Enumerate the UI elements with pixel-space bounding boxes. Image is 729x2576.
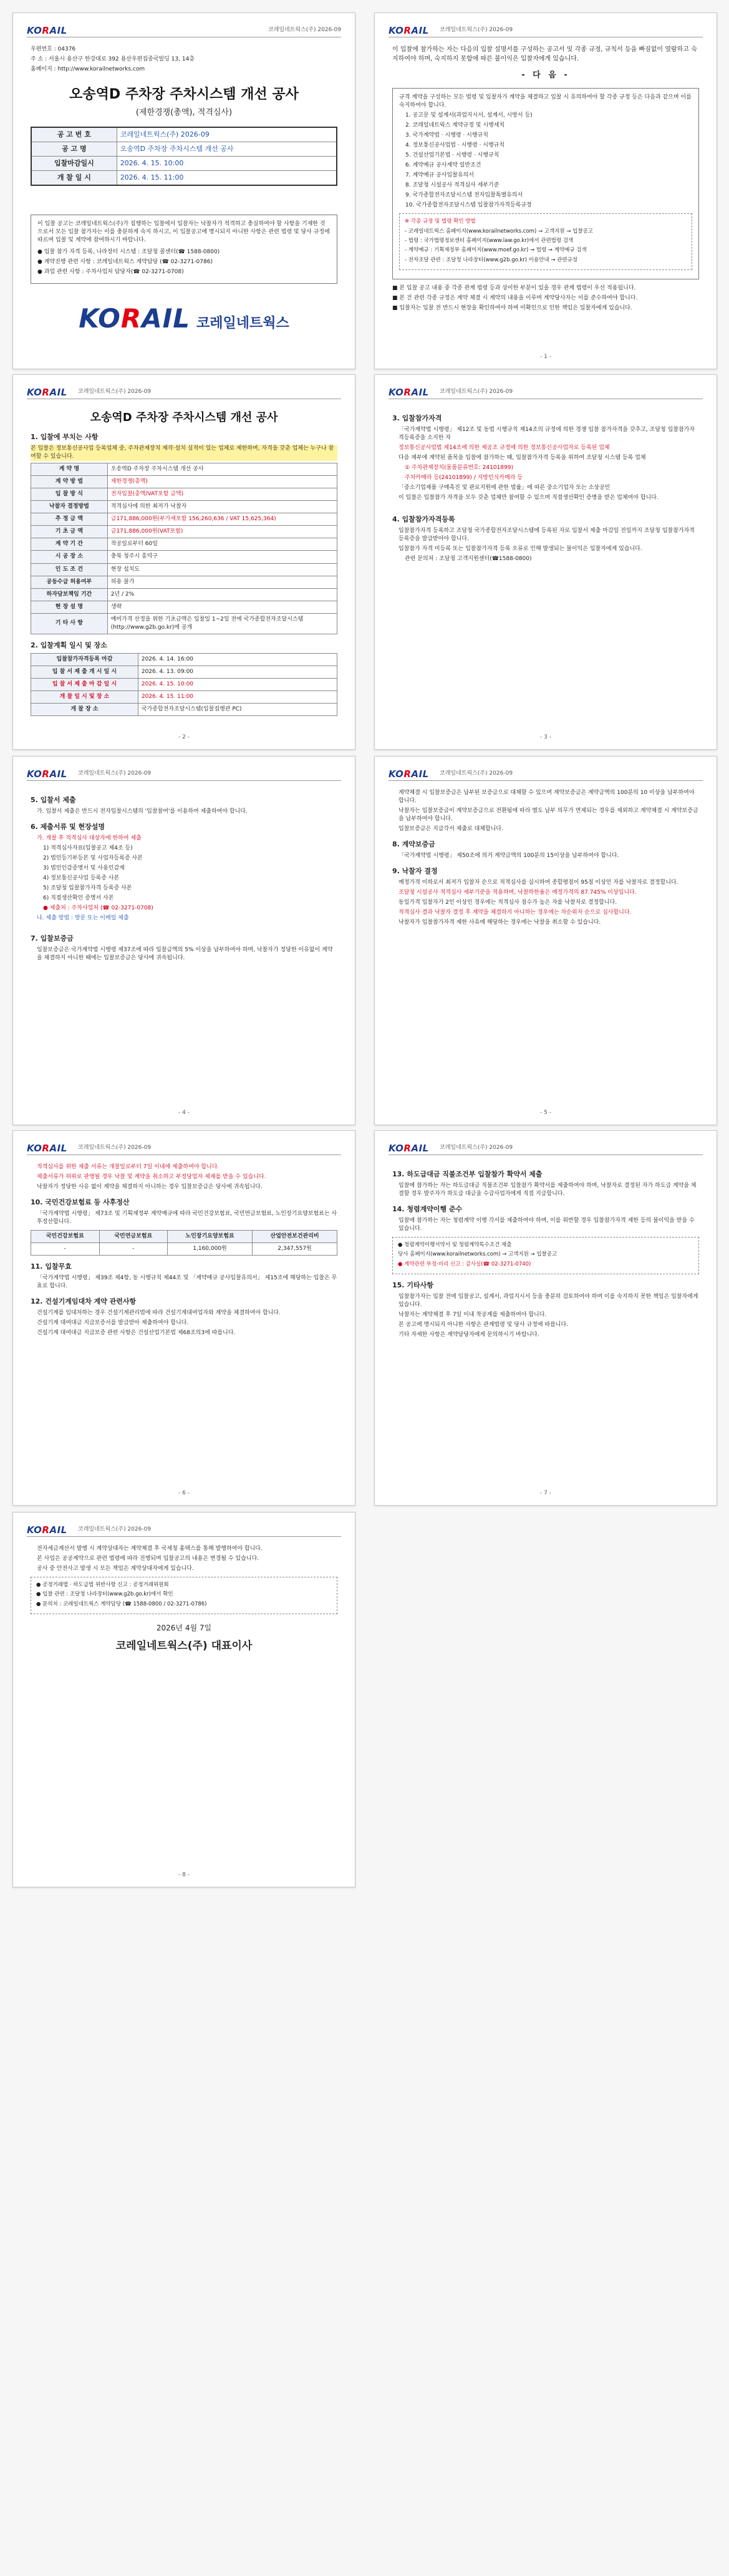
section-divider: - 다 음 - xyxy=(521,70,570,80)
document-page: KORAIL 코레일네트웍스(주) 2026-09 13. 하도급대금 직불조건부 입찰참가 확약서 제출 입찰에 참가하는 자는 하도급대금 직불조건부 입찰참가 확약서를 제출하여야 하며, 낙찰자로 결정된 자가 하도급 계약을 체결할 경우 발주자가 하도급 대금을 수급사업자에게 직접 지급합니다. 14. 청렴계약이행 준수 입찰에 참가하는 자는 청렴계약 이행 각서를 제출하여야 하며, 이를 위반할 경우 입찰참가자격 제한 등의 불이익을 받을 수 있습니다. ● 청렴계약이행서약서 및 청렴계약특수조건 제출 당사 홈페이지(www.korailnetworks.com) → 고객지원 → 입찰공고 ● 계약관련 부정·비리 신고 : 감사실(☎ 02-3271-0740) 15. 기타사항 입찰참가자는 입찰 전에 입찰공고, 설계서, 과업지시서 등을 충분히 검토하여야 하며 이를 숙지하지 못한 책임은 입찰자에게 있습니다. 낙찰자는 계약체결 후 7일 이내 착공계를 제출하여야 합니다. 본 공고에 명시되지 아니한 사항은 관계법령 및 당사 규정에 따릅니다. 기타 자세한 사항은 계약담당자에게 문의하시기 바랍니다. - 7 - xyxy=(374,1130,717,1506)
contact-box: ● 공정거래법 · 하도급법 위반사항 신고 : 공정거래위원회 ● 입찰 관련 : 조달청 나라장터(www.g2b.go.kr)에서 확인 ● 문의처 : 코레일네트웍스 계약담당 (☎ 1588-0800 / 02-3271-0786) xyxy=(31,1577,337,1614)
document-page: KORAIL 코레일네트웍스(주) 2026-09 5. 입찰서 제출 가. 입찰서 제출은 반드시 전자입찰시스템의 '입찰참여'를 이용하여 제출하여야 합니다. 6. 제출서류 및 현장설명 가. 개찰 후 적격심사 대상자에 한하여 제출 1) 적격심사자료(입찰공고 제4조 등) 2) 법인등기부등본 및 사업자등록증 사본 3) 법인인감증명서 및 사용인감계 4) 정보통신공사업 등록증 사본 5) 조달청 입찰참가자격 등록증 사본 6) 직접생산확인 증명서 사본 ● 제출처 : 주차사업처 (☎ 02-3271-0708) 나. 제출 방법 : 방문 또는 이메일 제출 7. 입찰보증금 입찰보증금은 국가계약법 시행령 제37조에 따라 입찰금액의 5% 이상을 납부하여야 하며, 낙찰자가 정당한 이유없이 계약을 체결하지 아니한 때에는 입찰보증금은 당사에 귀속됩니다. - 4 - xyxy=(12,756,355,1125)
korail-logo: KORAIL xyxy=(389,387,429,398)
integrity-box: ● 청렴계약이행서약서 및 청렴계약특수조건 제출 당사 홈페이지(www.korailnetworks.com) → 고객지원 → 입찰공고 ● 계약관련 부정·비리 신고 : 감사실(☎ 02-3271-0740) xyxy=(392,1237,699,1274)
section-heading: 8. 계약보증금 xyxy=(392,840,435,849)
korail-logo: KORAIL xyxy=(27,1143,67,1154)
document-page: KORAIL 코레일네트웍스(주) 2026-09 이 입찰에 참가하는 자는 다음의 입찰 설명서를 구성하는 공고서 및 각종 규정, 규칙서 등을 빠짐없이 열람하고 숙지하여야 하며, 숙지하지 못함에 따른 불이익은 입찰자에게 있습니다. - 다 음 - 규격 계약을 구성하는 모든 법령 및 입찰자가 계약을 체결하고 입찰 시 유의하여야 할 각종 규정 등은 다음과 같으며 이를 숙지하여야 합니다. 1. 공고문 및 설계서(과업지시서, 설계서, 시방서 등) 2. 코레일네트웍스 계약규정 및 시행세칙 3. 국가계약법 · 시행령 · 시행규칙 4. 정보통신공사업법 · 시행령 · 시행규칙 5. 건설산업기본법 · 시행령 · 시행규칙 6. 계약예규 공사계약 일반조건 7. 계약예규 공사입찰유의서 8. 조달청 시설공사 적격심사 세부기준 9. 국가종합전자조달시스템 전자입찰특별유의서 10. 국가종합전자조달시스템 입찰참가자격등록규정 ※ 각종 규정 및 법령 확인 방법 - 코레일네트웍스 홈페이지(www.korailnetworks.com) → 고객지원 → 입찰공고 - 법령 : 국가법령정보센터 홈페이지(www.law.go.kr)에서 관련법령 검색 - 계약예규 : 기획재정부 홈페이지(www.moef.go.kr) → 법령 → 계약예규 검색 - 전자조달 관련 : 조달청 나라장터(www.g2b.go.kr) 이용안내 → 관련규정 ■ 본 입찰 공고 내용 중 각종 관계 법령 등과 상이한 부분이 있을 경우 관계 법령이 우선 적용됩니다. ■ 본 건 관련 각종 규정은 계약 체결 시 계약의 내용을 이루며 계약당사자는 이를 준수하여야 합니다. ■ 입찰자는 입찰 전 반드시 현장을 확인하여야 하며 미확인으로 인한 책임은 입찰자에게 있습니다. - 1 - xyxy=(374,12,717,369)
issue-date: 2026년 4월 7일 xyxy=(156,1624,212,1633)
page-number: - 1 - xyxy=(540,353,551,360)
schedule-table: 입찰참가자격등록 마감 2026. 4. 14. 16:00 입 찰 서 제 출 개 시 일 시 2026. 4. 13. 09:00 입 찰 서 제 출 마 감 일 시 2026. 4. 15. 10:00 개 찰 일 시 및 장 소 2026. 4. 15. 11:00 개 찰 장 소 국가종합전자조달시스템(입찰집행관 PC) xyxy=(31,653,337,716)
section-heading: 5. 입찰서 제출 xyxy=(31,796,76,804)
law-list-box: 규격 계약을 구성하는 모든 법령 및 입찰자가 계약을 체결하고 입찰 시 유의하여야 할 각종 규정 등은 다음과 같으며 이를 숙지하여야 합니다. 1. 공고문 및 설계서(과업지시서, 설계서, 시방서 등) 2. 코레일네트웍스 계약규정 및 시행세칙 3. 국가계약법 · 시행령 · 시행규칙 4. 정보통신공사업법 · 시행령 · 시행규칙 5. 건설산업기본법 · 시행령 · 시행규칙 6. 계약예규 공사계약 일반조건 7. 계약예규 공사입찰유의서 8. 조달청 시설공사 적격심사 세부기준 9. 국가종합전자조달시스템 전자입찰특별유의서 10. 국가종합전자조달시스템 입찰참가자격등록규정 ※ 각종 규정 및 법령 확인 방법 - 코레일네트웍스 홈페이지(www.korailnetworks.com) → 고객지원 → 입찰공고 - 법령 : 국가법령정보센터 홈페이지(www.law.go.kr)에서 관련법령 검색 - 계약예규 : 기획재정부 홈페이지(www.moef.go.kr) → 법령 → 계약예규 검색 - 전자조달 관련 : 조달청 나라장터(www.g2b.go.kr) 이용안내 → 관련규정 xyxy=(392,88,699,279)
section-heading: 7. 입찰보증금 xyxy=(31,934,74,943)
page-header: KORAIL 코레일네트웍스(주) 2026-09 xyxy=(27,385,341,399)
section-heading: 3. 입찰참가자격 xyxy=(392,414,442,422)
postal-code: 우편번호 : 04376 xyxy=(31,46,76,52)
page-number: - 2 - xyxy=(178,734,190,740)
korail-logo: KORAIL xyxy=(389,25,429,36)
notice-box: 이 입찰 공고는 코레일네트웍스(주)가 집행하는 입찰에서 입찰자는 낙찰자가 적격하고 충실하여야 할 사항을 기재한 것으로서 모든 입찰 참가자는 이를 충분하게 숙지 하시고, 이 입찰공고에 명시되지 아니한 사항은 관련 법령 및 당사 규정에 따르며 입찰 및 계약에 참여하시기 바랍니다. ● 입찰 참가 자격 등록, 나라장터 시스템 : 조달청 콜센터(☎ 1588-0800) ● 계약진행 관련 사항 : 코레일네트웍스 계약담당 (☎ 02-3271-0786) ● 과업 관련 사항 : 주차사업처 담당자(☎ 02-3271-0708) xyxy=(31,215,337,284)
document-page: KORAIL 코레일네트웍스(주) 2026-09 계약체결 시 입찰보증금은 납부된 보증금으로 대체할 수 있으며 계약보증금은 계약금액의 100분의 10 이상을 납부하여야 합니다. 낙찰자는 입찰보증금이 계약보증금으로 전환됨에 따라 별도 납부 의무가 면제되는 경우를 제외하고 계약체결 시 계약보증금을 납부하여야 합니다. 입찰보증금은 지급각서 제출로 대체합니다. 8. 계약보증금 「국가계약법 시행령」 제50조에 의거 계약금액의 100분의 15이상을 납부하여야 합니다. 9. 낙찰자 결정 예정가격 이하로서 최저가 입찰자 순으로 적격심사를 실시하여 종합평점이 95점 이상인 자를 낙찰자로 결정합니다. 조달청 시설공사 적격심사 세부기준을 적용하며, 낙찰하한율은 예정가격의 87.745% 이상입니다. 동일가격 입찰자가 2인 이상인 경우에는 적격심사 점수가 높은 자를 낙찰자로 결정합니다. 적격심사 결과 낙찰자 결정 후 계약을 체결하지 아니하는 경우에는 차순위자 순으로 심사합니다. 낙찰자가 입찰참가자격 제한 사유에 해당하는 경우에는 낙찰을 취소할 수 있습니다. - 5 - xyxy=(374,756,717,1125)
korail-logo: KORAIL xyxy=(27,387,67,398)
page-header: KORAIL 코레일네트웍스(주) 2026-09 xyxy=(27,1141,341,1155)
section-title: 오송역D 주차장 주차시스템 개선 공사 xyxy=(90,411,278,424)
section-heading: 11. 입찰무효 xyxy=(31,1262,72,1271)
document-page xyxy=(12,12,355,369)
document-page: KORAIL 코레일네트웍스(주) 2026-09 적격심사를 위한 제출 서류는 개찰일로부터 7일 이내에 제출하여야 합니다. 제출서류가 허위로 판명될 경우 낙찰 및 계약을 취소하고 부정당업자 제재를 받을 수 있습니다. 낙찰자가 정당한 사유 없이 계약을 체결하지 아니하는 경우 입찰보증금은 당사에 귀속됩니다. 10. 국민건강보험료 등 사후정산 「국가계약법 시행령」 제73조 및 기획재정부 계약예규에 따라 국민건강보험료, 국민연금보험료, 노인장기요양보험료는 사후정산합니다. 국민건강보험료 국민연금보험료 노인장기요양보험료 산업안전보건관리비 - - 1,160,000원 2,347,557원 11. 입찰무효 「국가계약법 시행령」 제39조 제4항, 동 시행규칙 제44조 및 「계약예규 공사입찰유의서」 제15조에 해당하는 입찰은 무효로 합니다. 12. 건설기계임대차 계약 관련사항 건설기계를 임대차하는 경우 건설기계관리법에 따라 건설기계대여업자와 계약을 체결하여야 합니다. 건설기계 대여대금 지급보증서를 발급받아 제출하여야 합니다. 건설기계 대여대금 지급보증 관련 사항은 건설산업기본법 제68조의3에 따릅니다. - 6 - xyxy=(12,1130,355,1506)
section-heading: 1. 입찰에 부치는 사항 xyxy=(31,433,99,442)
page-number: - 7 - xyxy=(540,1489,551,1496)
notice-subtitle: (제한경쟁(총액), 적격심사) xyxy=(135,108,233,118)
notice-number: 코레일네트웍스(주) 2026-09 xyxy=(268,27,341,33)
bid-details-table: 계 약 명 오송역D 주차장 주차시스템 개선 공사 계 약 방 법 제한경쟁(총액) 입 찰 방 식 전자입찰(총액/VAT포함 금액) 낙찰자 결정방법 적격심사에 의한 최저가 낙찰자 추 정 금 액 금171,886,000원(부가세포함 156,260,636 / VAT 15,625,364) 기 초 금 액 금171,886,000원(VAT포함) 계 약 기 간 착공일로부터 60일 시 공 장 소 충북 청주시 흥덕구 인 도 조 건 현장 설치도 공동수급 허용여부 허용 불가 하자담보책임 기간 2년 / 2% 현 장 설 명 생략 기 타 사 항 예비가격 산정을 위한 기초금액은 입찰일 1~2일 전에 국가종합전자조달시스템(http://www.g2b.go.kr)에 공개 xyxy=(31,463,337,634)
korail-logo: KORAIL xyxy=(27,25,67,36)
page-header: KORAIL 코레일네트웍스(주) 2026-09 xyxy=(389,1141,703,1155)
section-heading: 12. 건설기계임대차 계약 관련사항 xyxy=(31,1297,137,1306)
page-number: - 3 - xyxy=(540,734,551,740)
summary-table: 공 고 번 호 코레일네트웍스(주) 2026-09 공 고 명 오송역D 주차장 주차시스템 개선 공사 입찰마감일시 2026. 4. 15. 10:00 개 찰 일 시 2026. 4. 15. 11:00 xyxy=(31,127,337,186)
section-heading: 15. 기타사항 xyxy=(392,1281,433,1289)
document-page: KORAIL 코레일네트웍스(주) 2026-09 전자세금계산서 발행 시 계약상대자는 계약체결 후 국세청 홈택스를 통해 발행하여야 합니다. 본 사업은 공공계약으로 관련 법령에 따라 진행되며 입찰공고의 내용은 변경될 수 있습니다. 공사 중 안전사고 발생 시 모든 책임은 계약상대자에게 있습니다. ● 공정거래법 · 하도급법 위반사항 신고 : 공정거래위원회 ● 입찰 관련 : 조달청 나라장터(www.g2b.go.kr)에서 확인 ● 문의처 : 코레일네트웍스 계약담당 (☎ 1588-0800 / 02-3271-0786) 2026년 4월 7일 코레일네트웍스(주) 대표이사 - 8 - xyxy=(12,1512,355,1887)
notice-title: 오송역D 주차장 주차시스템 개선 공사 xyxy=(69,87,299,103)
reference-box: ※ 각종 규정 및 법령 확인 방법 - 코레일네트웍스 홈페이지(www.korailnetworks.com) → 고객지원 → 입찰공고 - 법령 : 국가법령정보센터 홈페이지(www.law.go.kr)에서 관련법령 검색 - 계약예규 : 기획재정부 홈페이지(www.moef.go.kr) → 법령 → 계약예규 검색 - 전자조달 관련 : 조달청 나라장터(www.g2b.go.kr) 이용안내 → 관련규정 xyxy=(399,213,692,270)
page-header: KORAIL 코레일네트웍스(주) 2026-09 xyxy=(389,385,703,399)
company-logo-large: KORAIL 코레일네트웍스 xyxy=(79,303,289,334)
page-number: - 6 - xyxy=(178,1489,190,1496)
insurance-table: 국민건강보험료 국민연금보험료 노인장기요양보험료 산업안전보건관리비 - - 1,160,000원 2,347,557원 xyxy=(31,1230,337,1256)
header-text: 코레일네트웍스(주) 2026-09 xyxy=(440,27,513,33)
page-header xyxy=(389,23,703,37)
signer-name: 코레일네트웍스(주) 대표이사 xyxy=(115,1640,253,1653)
korail-logo: KORAIL xyxy=(389,768,429,780)
korail-logo: KORAIL xyxy=(389,1143,429,1154)
page-number: - 4 - xyxy=(178,1109,190,1116)
section-heading: 14. 청렴계약이행 준수 xyxy=(392,1205,463,1214)
page-header: KORAIL 코레일네트웍스(주) 2026-09 xyxy=(389,767,703,781)
page-header xyxy=(27,23,341,37)
page-header: KORAIL 코레일네트웍스(주) 2026-09 xyxy=(27,1523,341,1537)
page-header: KORAIL 코레일네트웍스(주) 2026-09 xyxy=(27,767,341,781)
section-heading: 4. 입찰참가자격등록 xyxy=(392,515,455,524)
page-number: - 8 - xyxy=(178,1871,190,1878)
page-number: - 5 - xyxy=(540,1109,551,1116)
section-heading: 9. 낙찰자 결정 xyxy=(392,867,438,876)
address: 주 소 : 서울시 용산구 한강대로 392 용산우편집중국빌딩 13, 14층 xyxy=(31,56,195,63)
section-heading: 10. 국민건강보험료 등 사후정산 xyxy=(31,1198,130,1207)
homepage: 홈페이지 : http://www.korailnetworks.com xyxy=(31,66,145,73)
korail-logo: KORAIL xyxy=(27,768,67,780)
section-heading: 13. 하도급대금 직불조건부 입찰참가 확약서 제출 xyxy=(392,1170,543,1178)
section-heading: 2. 입찰계획 일시 및 장소 xyxy=(31,641,107,649)
section-heading: 6. 제출서류 및 현장설명 xyxy=(31,822,105,831)
document-page: KORAIL 코레일네트웍스(주) 2026-09 3. 입찰참가자격 「국가계약법 시행령」 제12조 및 동법 시행규칙 제14조의 규정에 의한 경쟁 입찰 참가자격을 갖추고, 조달청 입찰참가자격등록증을 소지한 자 정보통신공사업법 제14조에 의한 제공조 규정에 의한 정보통신공사업자로 등록된 업체 다음 제부에 계약된 품목을 입찰에 참가하는 때, 입찰참가자격 등록을 위하여 조달청 시스템 등록 업체 ① 주차관제장치(물품분류번호: 24101899) 주차카메라 등(24101899) / 지방인식카메라 등 「중소기업제품 구매촉진 및 판로지원에 관한 법률」에 따른 중소기업자 또는 소상공인 이 입찰은 입찰참가 자격을 모두 갖춘 업체만 참여할 수 있으며 직접생산확인 증명을 받은 업체여야 합니다. 4. 입찰참가자격등록 입찰참가자격 등록하고 조달청 국가종합전자조달시스템에 등록된 자로 입찰서 제출 마감일 전일까지 조달청 입찰참가자격등록증을 발급받아야 합니다. 입찰참가 자격 미등록 또는 입찰참가자격 등록 오류로 인해 발생되는 불이익은 입찰자에게 있습니다. 관련 문의처 : 조달청 고객지원센터(☎1588-0800) - 3 - xyxy=(374,374,717,750)
document-page: KORAIL 코레일네트웍스(주) 2026-09 오송역D 주차장 주차시스템 개선 공사 1. 입찰에 부치는 사항 본 입찰은 정보통신공사업 등록업체 중, 주차관제장치 제작·설치 실적이 있는 업체로 제한하며, 자격을 갖춘 업체는 누구나 참여할 수 있습니다. 계 약 명 오송역D 주차장 주차시스템 개선 공사 계 약 방 법 제한경쟁(총액) 입 찰 방 식 전자입찰(총액/VAT포함 금액) 낙찰자 결정방법 적격심사에 의한 최저가 낙찰자 추 정 금 액 금171,886,000원(부가세포함 156,260,636 / VAT 15,625,364) 기 초 금 액 금171,886,000원(VAT포함) 계 약 기 간 착공일로부터 60일 시 공 장 소 충북 청주시 흥덕구 인 도 조 건 현장 설치도 공동수급 허용여부 허용 불가 하자담보책임 기간 2년 / 2% 현 장 설 명 생략 기 타 사 항 예비가격 산정을 위한 기초금액은 입찰일 1~2일 전에 국가종합전자조달시스템(http://www.g2b.go.kr)에 공개 2. 입찰계획 일시 및 장소 입찰참가자격등록 마감 2026. 4. 14. 16:00 입 찰 서 제 출 개 시 일 시 2026. 4. 13. 09:00 입 찰 서 제 출 마 감 일 시 2026. 4. 15. 10:00 개 찰 일 시 및 장 소 2026. 4. 15. 11:00 개 찰 장 소 국가종합전자조달시스템(입찰집행관 PC) - 2 - xyxy=(12,374,355,750)
korail-logo: KORAIL xyxy=(27,1524,67,1536)
intro-text: 이 입찰에 참가하는 자는 다음의 입찰 설명서를 구성하는 공고서 및 각종 규정, 규칙서 등을 빠짐없이 열람하고 숙지하여야 하며, 숙지하지 못함에 따른 불이익은 입찰자에게 있습니다. xyxy=(392,46,697,62)
